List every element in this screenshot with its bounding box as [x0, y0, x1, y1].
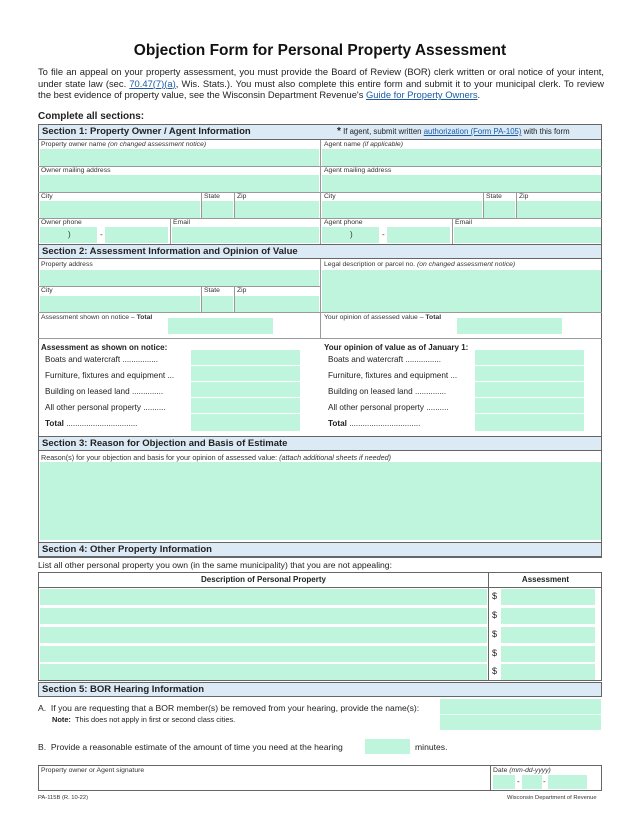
owner-name-label — [41, 141, 206, 148]
date-dash-2: - — [543, 777, 546, 786]
owner-email-label: Email — [173, 219, 190, 226]
property-zip-field[interactable] — [235, 296, 319, 312]
agent-name-note: (if applicable) — [362, 141, 403, 148]
assess-shown-heading-text: Assessment as shown on notice: — [41, 343, 168, 352]
opinion-other-field[interactable] — [475, 398, 584, 413]
field-line — [440, 714, 601, 715]
item-b-letter: B. — [38, 742, 47, 752]
divider — [38, 286, 320, 287]
owner-city-label: City — [41, 193, 53, 200]
divider — [38, 312, 602, 313]
opinion-total-breakdown-field[interactable] — [475, 414, 584, 431]
date-label — [493, 767, 551, 774]
agent-name-field[interactable] — [322, 149, 601, 166]
reasons-label — [41, 453, 391, 462]
agent-note-text-2: with this form — [521, 127, 570, 136]
date-month-field[interactable] — [493, 775, 515, 789]
property-city-label: City — [41, 287, 53, 294]
right-row-other — [328, 403, 449, 412]
property-assess-row-3[interactable] — [501, 627, 595, 643]
row-dots: .............. — [414, 387, 447, 396]
note-label: Note: — [52, 715, 71, 724]
legal-desc-field[interactable] — [322, 270, 601, 312]
assess-notice-total-field[interactable] — [168, 318, 273, 334]
divider — [170, 218, 171, 244]
opinion-jan1-heading — [324, 343, 468, 352]
section2-header: Section 2: Assessment Information and Opinion of Value — [38, 244, 602, 259]
owner-city-field[interactable] — [40, 201, 200, 218]
signature-field[interactable] — [40, 775, 488, 790]
property-state-label: State — [204, 287, 220, 294]
assess-total-field[interactable] — [191, 414, 300, 431]
agent-phone-paren: ) — [350, 230, 353, 239]
agent-state-field[interactable] — [484, 201, 515, 218]
property-address-field[interactable] — [40, 270, 319, 286]
agent-phone-label: Agent phone — [324, 219, 363, 226]
date-format-note: (mm-dd-yyyy) — [509, 767, 551, 774]
agent-note-text: If agent, submit written — [340, 127, 424, 136]
section5-header: Section 5: BOR Hearing Information — [38, 682, 602, 697]
row-dots: ... — [167, 371, 175, 380]
agent-city-label: City — [324, 193, 336, 200]
date-label-text: Date — [493, 767, 508, 774]
row-label: All other personal property — [45, 403, 142, 412]
owner-name-note: (on changed assessment notice) — [107, 141, 207, 148]
bor-removal-item — [38, 703, 419, 713]
section2-divider — [320, 259, 321, 339]
property-desc-row-4[interactable] — [40, 646, 487, 662]
date-dash-1: - — [517, 777, 520, 786]
intro-text-1: To file an appeal on your property assessment, you must provide the Board of Review (BOR) clerk written or oral notice of your intent, under state law (sec. — [38, 66, 604, 89]
owner-name-label-text: Property owner name — [41, 141, 106, 148]
property-assess-row-2[interactable] — [501, 608, 595, 624]
legal-desc-label-text: Legal description or parcel no. — [324, 261, 416, 268]
divider — [38, 218, 602, 219]
assess-shown-heading — [41, 343, 167, 352]
property-assess-row-1[interactable] — [501, 589, 595, 605]
other-property-instructions: List all other personal property you own (in the same municipality) that you are not appealing: — [38, 560, 392, 570]
row-dots: ... — [450, 371, 458, 380]
property-assess-row-4[interactable] — [501, 646, 595, 662]
left-row-building — [45, 387, 163, 396]
section1-title: Section 1: Property Owner / Agent Information — [42, 126, 251, 137]
opinion-total-field[interactable] — [457, 318, 562, 334]
agent-state-label: State — [486, 193, 502, 200]
total-word: Total — [425, 314, 442, 321]
authorization-link[interactable]: authorization (Form PA-105) — [423, 127, 522, 136]
agent-mailing-label: Agent mailing address — [324, 167, 392, 174]
property-desc-row-2[interactable] — [40, 608, 487, 624]
opinion-building-field[interactable] — [475, 382, 584, 397]
row-dots: .......... — [143, 403, 166, 412]
owner-zip-label: Zip — [237, 193, 247, 200]
table-header-divider — [38, 587, 602, 588]
item-a-letter: A. — [38, 703, 47, 713]
opinion-total-label — [324, 314, 441, 321]
divider — [38, 338, 602, 339]
bor-removal-note — [52, 715, 235, 724]
assess-building-field[interactable] — [191, 382, 300, 397]
row-label: Furniture, fixtures and equipment — [45, 371, 166, 380]
row-dots: ................ — [122, 355, 158, 364]
right-row-total — [328, 419, 420, 428]
left-row-other — [45, 403, 166, 412]
divider — [452, 218, 453, 244]
agent-city-field[interactable] — [322, 201, 482, 218]
intro-text-2: , Wis. Stats.). You must also complete this entire form and submit it to your municipal clerk. To review the best evidence of property value, see the Wisconsin Department Revenue's — [38, 77, 605, 101]
reasons-field[interactable] — [40, 462, 601, 540]
reasons-note: (attach additional sheets if needed) — [279, 453, 392, 462]
assess-boats-field[interactable] — [191, 350, 300, 365]
owner-email-field[interactable] — [172, 227, 319, 243]
row-dots: ................................ — [66, 419, 138, 428]
owner-phone-label: Owner phone — [41, 219, 82, 226]
dollar-sign: $ — [492, 648, 498, 658]
signature-label: Property owner or Agent signature — [41, 767, 145, 774]
bor-removal-text: If you are requesting that a BOR member(s) be removed from your hearing, provide the name(s): — [50, 703, 420, 713]
property-zip-label: Zip — [237, 287, 247, 294]
right-row-building — [328, 387, 446, 396]
row-dots: .......... — [426, 403, 449, 412]
reasons-label-text: Reason(s) for your objection and basis for your opinion of assessed value: — [41, 453, 278, 462]
owner-phone-paren: ) — [68, 230, 71, 239]
page-title: Objection Form for Personal Property Assessment — [133, 42, 507, 59]
left-row-boats — [45, 355, 158, 364]
department-name: Wisconsin Department of Revenue — [507, 795, 597, 801]
complete-all-heading: Complete all sections: — [38, 111, 145, 122]
legal-desc-note: (on changed assessment notice) — [416, 261, 516, 268]
assess-furniture-field[interactable] — [191, 366, 300, 381]
guide-link[interactable]: Guide for Property Owners — [366, 89, 478, 101]
agent-phone-number-field[interactable] — [387, 227, 450, 243]
divider — [38, 166, 602, 167]
section3-header: Section 3: Reason for Objection and Basis of Estimate — [38, 436, 602, 451]
row-label: Building on leased land — [45, 387, 130, 396]
row-label: Building on leased land — [328, 387, 413, 396]
dollar-sign: $ — [492, 629, 498, 639]
form-id: PA-115B (R. 10-22) — [38, 795, 89, 801]
signature-divider — [490, 765, 491, 791]
dollar-sign: $ — [492, 610, 498, 620]
assess-notice-total-label — [41, 314, 152, 321]
hearing-minutes-field[interactable] — [365, 739, 410, 754]
agent-email-label: Email — [455, 219, 472, 226]
property-city-field[interactable] — [40, 296, 200, 312]
left-row-total — [45, 419, 137, 428]
owner-name-field[interactable] — [40, 149, 319, 166]
intro-text-3: . — [477, 89, 481, 101]
right-row-furniture — [328, 371, 457, 380]
agent-note-star: * — [337, 126, 341, 137]
agent-zip-label: Zip — [519, 193, 529, 200]
row-dots: ................ — [405, 355, 441, 364]
intro-paragraph — [38, 66, 604, 101]
section1-header — [38, 124, 602, 140]
owner-state-label: State — [204, 193, 220, 200]
property-desc-row-3[interactable] — [40, 627, 487, 643]
legal-desc-label — [324, 261, 515, 268]
property-state-field[interactable] — [202, 296, 233, 312]
agent-note — [337, 125, 570, 139]
opinion-jan1-heading-text: Your opinion of value as of January 1: — [324, 343, 469, 352]
right-row-boats — [328, 355, 441, 364]
opinion-furniture-field[interactable] — [475, 366, 584, 381]
owner-phone-number-field[interactable] — [105, 227, 168, 243]
dollar-sign: $ — [492, 666, 498, 676]
assess-notice-total-text: Assessment shown on notice – — [41, 314, 137, 321]
agent-name-label-text: Agent name — [324, 141, 361, 148]
agent-zip-field[interactable] — [517, 201, 601, 218]
agent-email-field[interactable] — [454, 227, 601, 243]
property-address-label: Property address — [41, 261, 93, 268]
agent-phone-dash: - — [382, 230, 385, 239]
table-col-divider — [488, 572, 489, 681]
property-desc-row-1[interactable] — [40, 589, 487, 605]
owner-state-field[interactable] — [202, 201, 233, 218]
note-text: This does not apply in first or second class cities. — [75, 715, 236, 724]
opinion-boats-field[interactable] — [475, 350, 584, 365]
row-dots: ................................ — [349, 419, 421, 428]
owner-zip-field[interactable] — [235, 201, 319, 218]
property-desc-row-5[interactable] — [40, 664, 487, 680]
row-label: All other personal property — [328, 403, 425, 412]
divider — [38, 192, 602, 193]
col-description-header: Description of Personal Property — [201, 575, 326, 584]
row-label: Boats and watercraft — [45, 355, 121, 364]
col-assessment-header: Assessment — [521, 575, 570, 584]
date-day-field[interactable] — [522, 775, 542, 789]
minutes-label: minutes. — [415, 742, 448, 752]
owner-phone-dash: - — [100, 230, 103, 239]
row-label: Total — [45, 419, 64, 428]
hearing-time-item — [38, 742, 343, 752]
dollar-sign: $ — [492, 591, 498, 601]
owner-mailing-field[interactable] — [40, 175, 319, 192]
row-label: Furniture, fixtures and equipment — [328, 371, 449, 380]
assess-other-field[interactable] — [191, 398, 300, 413]
date-year-field[interactable] — [548, 775, 587, 789]
total-word: Total — [136, 314, 153, 321]
statute-link[interactable]: 70.47(7)(a) — [129, 77, 176, 89]
section4-header: Section 4: Other Property Information — [38, 542, 602, 557]
opinion-total-text: Your opinion of assessed value – — [324, 314, 426, 321]
agent-name-label — [324, 141, 403, 148]
row-label: Boats and watercraft — [328, 355, 404, 364]
hearing-time-text: Provide a reasonable estimate of the amount of time you need at the hearing — [50, 742, 343, 752]
row-label: Total — [328, 419, 347, 428]
left-row-furniture — [45, 371, 174, 380]
owner-mailing-label: Owner mailing address — [41, 167, 111, 174]
property-assess-row-5[interactable] — [501, 664, 595, 680]
agent-mailing-field[interactable] — [322, 175, 601, 192]
row-dots: .............. — [131, 387, 164, 396]
